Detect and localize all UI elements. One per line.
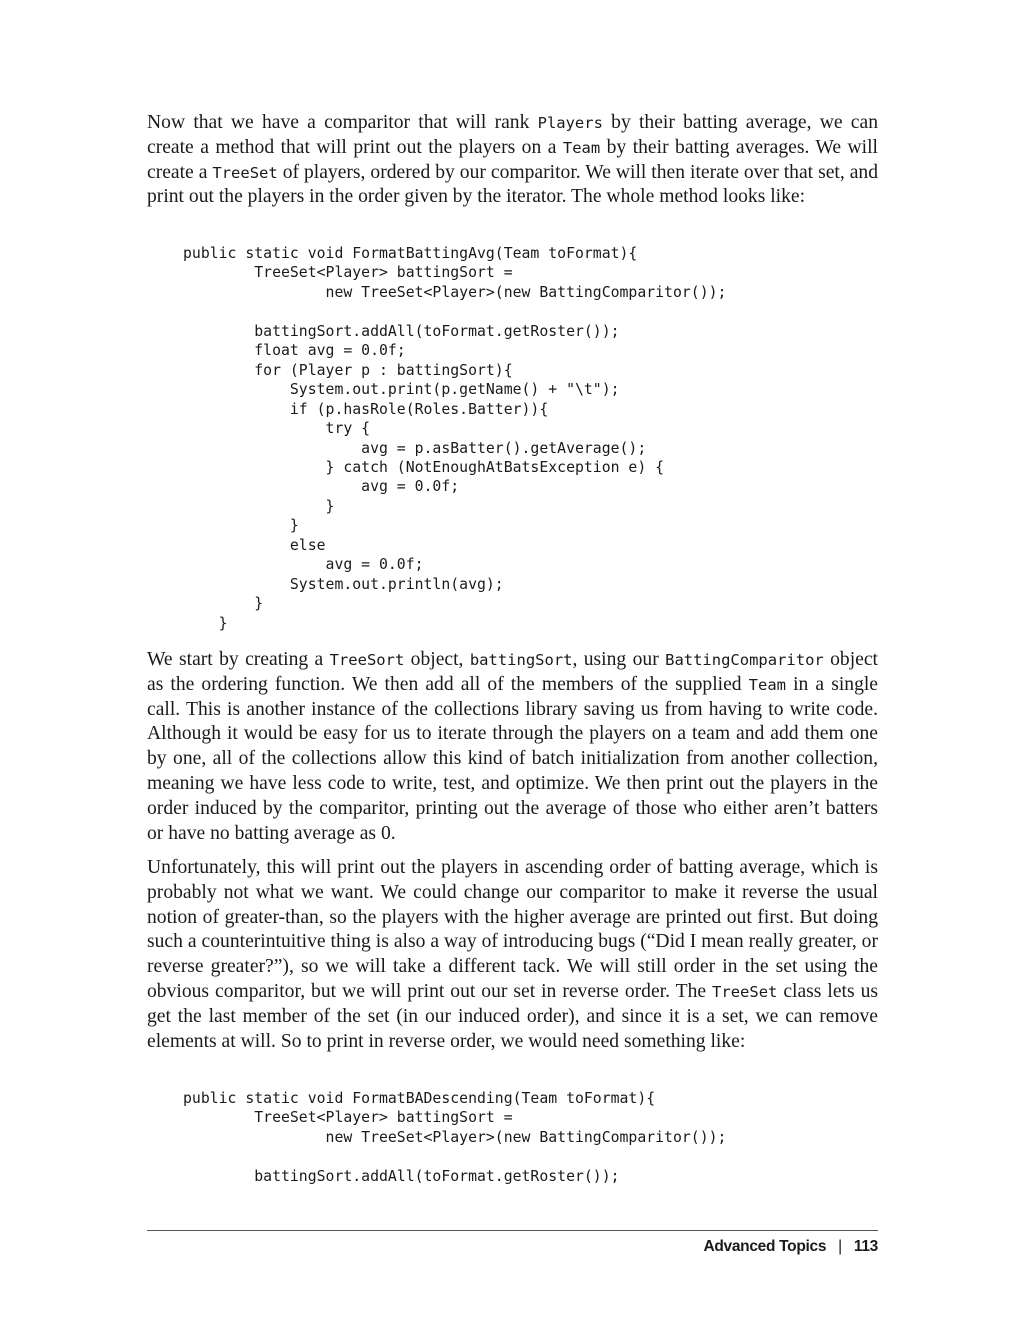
inline-code: Players	[537, 114, 603, 132]
paragraph-intro: Now that we have a comparitor that will rank Players by their batting average, we can create a method that will print out the players on a Team by their batting averages. We will create a TreeSet of players, ordered by our comparitor. We will then iterate over that set, and print out the players in the order given by the iterator. The whole method looks like:	[147, 112, 878, 208]
paragraph-reverse-order: Unfortunately, this will print out the players in ascending order of batting average, which is probably not what we want. We could change our comparitor to make it reverse the usual notion of greater-than, so the players with the higher average are printed out first. But doing such a counterintuitive thing is also a way of introducing bugs (“Did I mean really greater, or reverse greater?”), so we will take a different tack. We will still order in the set using the obvious comparitor, but we will print out our set in reverse order. The TreeSet class lets us get the last member of the set (in our induced order), and since it is a set, we can remove elements at will. So to print in reverse order, we would need something like:	[147, 857, 878, 1052]
page-number: 113	[853, 1238, 878, 1255]
footer-rule	[147, 1230, 878, 1231]
footer-section-title: Advanced Topics	[703, 1238, 827, 1255]
inline-code: Team	[748, 675, 786, 694]
inline-code: TreeSort	[329, 651, 405, 669]
inline-code: TreeSet	[712, 982, 778, 1001]
inline-code: battingSort	[469, 651, 573, 669]
code-block-format-ba-descending: public static void FormatBADescending(Team toFormat){ TreeSet<Player> battingSort = new TreeSet<Player>(new BattingComparitor()); battingSort.addAll(toFormat.getRoster());	[183, 1090, 727, 1185]
inline-code: TreeSet	[212, 163, 278, 182]
page-footer	[703, 1238, 878, 1256]
paragraph-explanation: We start by creating a TreeSort object, battingSort, using our BattingComparitor object as the ordering function. We then add all of the members of the supplied Team in a single call. This is another instance of the collections library saving us from having to write code. Although it would be easy for us to iterate through the players on a team and add them one by one, all of the collections allow this kind of batch initialization from another collection, meaning we have less code to write, test, and optimize. We then print out the players in the order induced by the comparitor, printing out the average of those who either aren’t batters or have no batting average as 0.	[147, 649, 879, 844]
code-block-format-batting-avg: public static void FormatBattingAvg(Team toFormat){ TreeSet<Player> battingSort = new TreeSet<Player>(new BattingComparitor()); battingSort.addAll(toFormat.getRoster()); float avg = 0.0f; for (Player p : battingSort){ System.out.print(p.getName() + "\t"); if (p.hasRole(Roles.Batter)){ try { avg = p.asBatter().getAverage(); } catch (NotEnoughAtBatsException e) { avg = 0.0f; } } else avg = 0.0f; System.out.println(avg); } }	[183, 245, 727, 632]
inline-code: BattingComparitor	[665, 651, 824, 669]
inline-code: Team	[562, 138, 601, 157]
footer-separator: |	[838, 1238, 842, 1255]
